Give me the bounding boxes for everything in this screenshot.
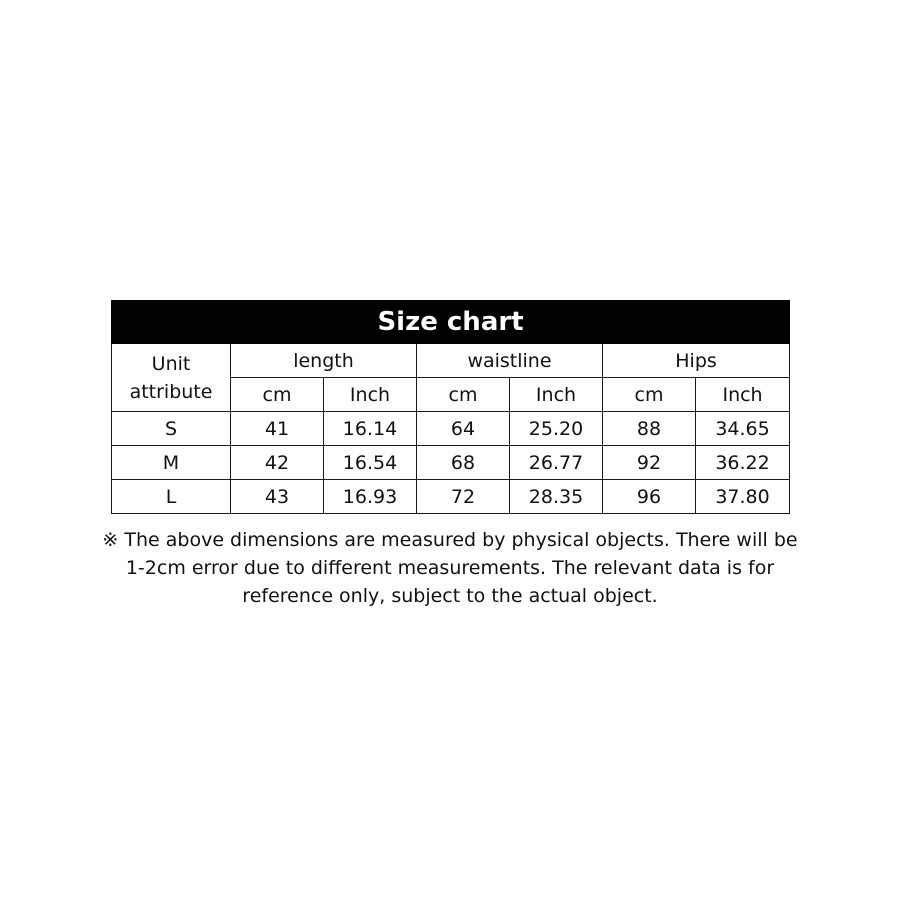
size-chart-table xyxy=(111,300,790,514)
unit-header: Inch xyxy=(324,378,417,412)
table-cell: 92 xyxy=(603,446,696,480)
note-line: ※ The above dimensions are measured by physical objects. There will be xyxy=(102,529,798,551)
unit-header: cm xyxy=(603,378,696,412)
unit-header: Inch xyxy=(696,378,790,412)
table-cell: 41 xyxy=(231,412,324,446)
table-cell: 36.22 xyxy=(696,446,790,480)
group-header-hips: Hips xyxy=(603,344,790,378)
table-title: Size chart xyxy=(112,301,790,344)
table-cell: 16.54 xyxy=(324,446,417,480)
note-line: 1-2cm error due to different measurements. The relevant data is for xyxy=(125,557,775,579)
group-header-waistline: waistline xyxy=(417,344,603,378)
size-label: L xyxy=(112,480,231,514)
table-row xyxy=(112,446,790,480)
table-cell: 28.35 xyxy=(510,480,603,514)
table-cell: 16.93 xyxy=(324,480,417,514)
table-cell: 72 xyxy=(417,480,510,514)
unit-header: Inch xyxy=(510,378,603,412)
table-cell: 43 xyxy=(231,480,324,514)
size-label: M xyxy=(112,446,231,480)
table-cell: 34.65 xyxy=(696,412,790,446)
unit-attribute-line1: Unit xyxy=(151,352,191,375)
table-cell: 88 xyxy=(603,412,696,446)
table-cell: 96 xyxy=(603,480,696,514)
unit-attribute-line2: attribute xyxy=(129,380,213,403)
table-row xyxy=(112,412,790,446)
table-cell: 64 xyxy=(417,412,510,446)
measurement-note xyxy=(100,526,800,610)
table-cell: 37.80 xyxy=(696,480,790,514)
title-row xyxy=(112,301,790,344)
unit-attribute-header xyxy=(112,344,231,412)
table-cell: 68 xyxy=(417,446,510,480)
table-cell: 25.20 xyxy=(510,412,603,446)
group-header-length: length xyxy=(231,344,417,378)
table-row xyxy=(112,480,790,514)
size-label: S xyxy=(112,412,231,446)
group-header-row xyxy=(112,344,790,378)
table-cell: 42 xyxy=(231,446,324,480)
note-line: reference only, subject to the actual object. xyxy=(242,585,658,607)
table-cell: 16.14 xyxy=(324,412,417,446)
unit-header: cm xyxy=(231,378,324,412)
unit-header: cm xyxy=(417,378,510,412)
table-cell: 26.77 xyxy=(510,446,603,480)
